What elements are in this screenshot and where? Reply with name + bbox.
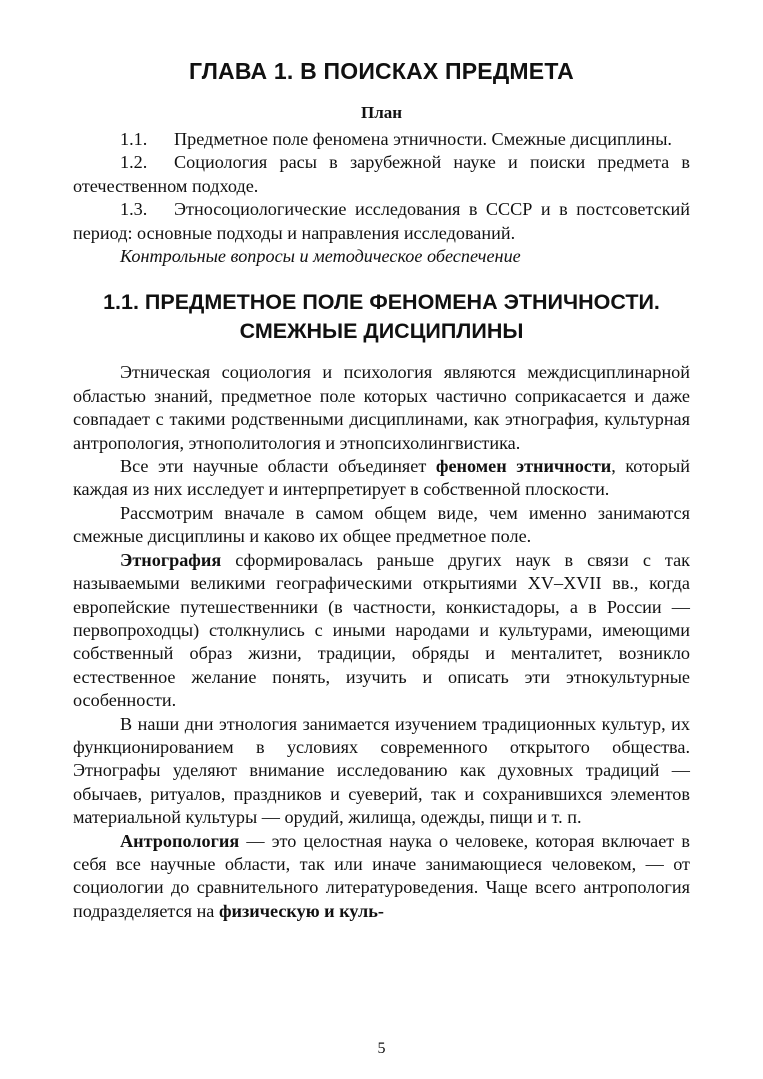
- plan-item: [73, 198, 690, 245]
- plan-item-text: Предметное поле феномена этничности. Смежные дисциплины.: [174, 129, 672, 149]
- paragraph-2-text: Все эти научные области объединяет: [120, 456, 436, 477]
- page-content: [73, 58, 690, 923]
- plan-item-text: Социология расы в зарубежной науке и поиски предмета в отечественном подходе.: [73, 152, 690, 196]
- paragraph-4-text: сформировалась раньше других наук в связи с так называемыми великими географическими открытиями XV–XVII вв., когда европейские путешественники (в частности, конкистадоры, а в России — первопроходцы) столкнулись с иными народами и культурами, имеющими собственный образ жизни, традиции, обряды и менталитет, возникло естественное желание понять, изучить и описать эти этнокультурные особенности.: [73, 549, 690, 711]
- plan-item-number: 1.1.: [120, 129, 148, 149]
- paragraph-6: [73, 830, 690, 924]
- plan-item: [73, 128, 690, 151]
- paragraph-1: Этническая социология и психология являются междисциплинарной областью знаний, предметное поле которых частично соприкасается и даже совпадает с такими родственными дисциплинами, как этнография, культурная антропология, этнополитология и этнопсихолингвистика.: [73, 362, 690, 453]
- term-physical-cultural: физическую и куль-: [218, 900, 384, 921]
- plan-heading: План: [360, 103, 403, 122]
- term-anthropology: Антропология: [120, 830, 240, 851]
- plan-item-number: 1.3.: [120, 199, 148, 220]
- paragraph-6-text: — это целостная наука о человеке, которая включает в себя все научные области, так или иначе занимающиеся человеком, — от социологии до сравнительного литературоведения. Чаще всего антропология подразделяется на: [73, 830, 690, 921]
- term-ethnicity-phenomenon: феномен этничности: [435, 456, 612, 477]
- plan-item-number: 1.2.: [120, 152, 148, 173]
- section-title-line1: 1.1. ПРЕДМЕТНОЕ ПОЛЕ ФЕНОМЕНА ЭТНИЧНОСТИ.: [103, 290, 660, 315]
- paragraph-2: [73, 455, 690, 502]
- plan-item: [73, 151, 690, 198]
- paragraph-3: Рассмотрим вначале в самом общем виде, чем именно занимаются смежные дисциплины и каково их общее предметное поле.: [73, 502, 690, 547]
- term-ethnography: Этнография: [120, 549, 222, 570]
- paragraph-4: [73, 549, 690, 713]
- plan-footer: Контрольные вопросы и методическое обеспечение: [120, 246, 521, 267]
- paragraph-5: В наши дни этнология занимается изучением традиционных культур, их функционированием в условиях современного открытого общества. Этнографы уделяют внимание исследованию как духовных традиций — обычаев, ритуалов, праздников и суеверий, так и сохранившихся элементов материальной культуры — орудий, жилища, одежды, пищи и т. п.: [73, 713, 690, 828]
- plan-list: [73, 128, 690, 268]
- section-title: [73, 288, 690, 346]
- plan-item-text: Этносоциологические исследования в СССР и в постсоветский период: основные подходы и направления исследований.: [73, 199, 690, 243]
- section-title-line2: СМЕЖНЫЕ ДИСЦИПЛИНЫ: [239, 319, 524, 344]
- paragraph-2-text-end: , который каждая из них исследует и интерпретирует в собственной плоскости.: [73, 456, 690, 500]
- page-number: 5: [377, 1040, 386, 1057]
- chapter-title: ГЛАВА 1. В ПОИСКАХ ПРЕДМЕТА: [189, 58, 574, 84]
